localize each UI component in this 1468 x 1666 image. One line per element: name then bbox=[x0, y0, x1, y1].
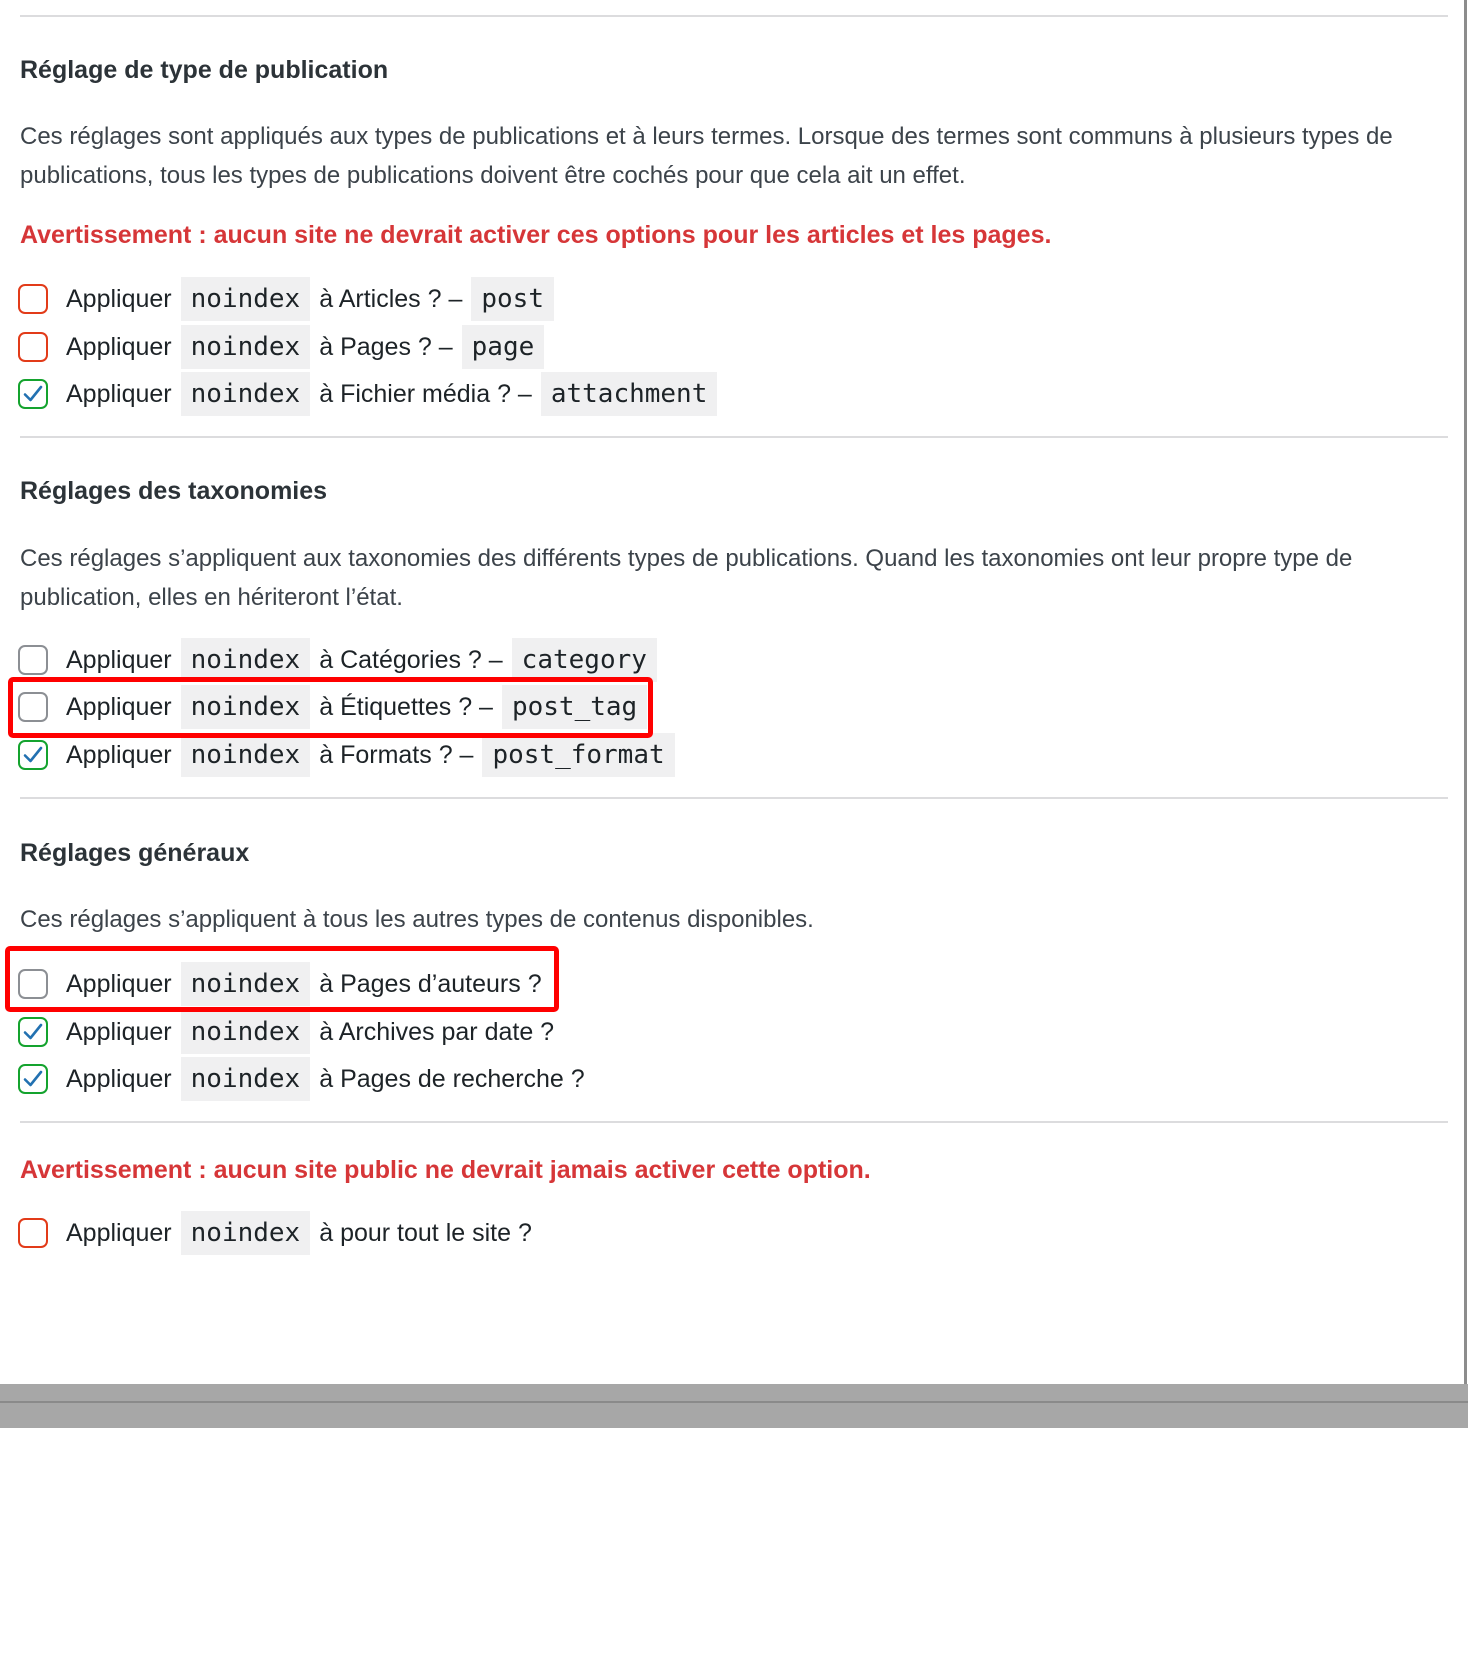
option-noindex-attachment[interactable] bbox=[18, 372, 717, 416]
option-label: à Pages ? – bbox=[319, 332, 453, 361]
section-title-post-types: Réglage de type de publication bbox=[20, 56, 389, 84]
code-noindex: noindex bbox=[181, 1010, 311, 1054]
option-noindex-page[interactable] bbox=[18, 325, 544, 369]
checkbox-noindex-post[interactable] bbox=[18, 284, 48, 314]
option-label: à Pages de recherche ? bbox=[319, 1064, 585, 1093]
code-slug: post bbox=[471, 277, 554, 321]
option-label: à Catégories ? – bbox=[319, 645, 503, 674]
checkbox-noindex-search-pages[interactable] bbox=[18, 1064, 48, 1094]
option-label: à Fichier média ? – bbox=[319, 379, 532, 408]
code-noindex: noindex bbox=[181, 325, 311, 369]
checkmark-icon bbox=[21, 382, 45, 406]
code-slug: page bbox=[462, 325, 545, 369]
option-noindex-author-pages[interactable] bbox=[18, 962, 542, 1006]
code-noindex: noindex bbox=[181, 372, 311, 416]
code-noindex: noindex bbox=[181, 1211, 311, 1255]
option-label: à Formats ? – bbox=[319, 740, 474, 769]
option-label: à Archives par date ? bbox=[319, 1017, 555, 1046]
section-description-post-types: Ces réglages sont appliqués aux types de publications et à leurs termes. Lorsque des termes sont communs à plusieurs types de publications, tous les types de publications doivent être cochés pour que cela ait un effet. bbox=[20, 123, 1393, 189]
code-noindex: noindex bbox=[181, 962, 311, 1006]
option-noindex-whole-site[interactable] bbox=[18, 1211, 532, 1255]
code-slug: post_tag bbox=[502, 685, 647, 729]
option-noindex-post-format[interactable] bbox=[18, 733, 675, 777]
code-noindex: noindex bbox=[181, 277, 311, 321]
section-title-general: Réglages généraux bbox=[20, 839, 250, 867]
checkbox-noindex-post-format[interactable] bbox=[18, 740, 48, 770]
option-prefix: Appliquer bbox=[66, 1218, 172, 1247]
checkbox-noindex-page[interactable] bbox=[18, 332, 48, 362]
checkmark-icon bbox=[21, 743, 45, 767]
option-prefix: Appliquer bbox=[66, 1064, 172, 1093]
code-noindex: noindex bbox=[181, 733, 311, 777]
option-prefix: Appliquer bbox=[66, 645, 172, 674]
option-prefix: Appliquer bbox=[66, 1017, 172, 1046]
code-slug: attachment bbox=[541, 372, 718, 416]
option-prefix: Appliquer bbox=[66, 740, 172, 769]
code-noindex: noindex bbox=[181, 1057, 311, 1101]
checkbox-noindex-whole-site[interactable] bbox=[18, 1218, 48, 1248]
code-slug: category bbox=[512, 638, 657, 682]
divider bbox=[20, 797, 1448, 799]
option-label: à pour tout le site ? bbox=[319, 1218, 532, 1247]
option-label: à Étiquettes ? – bbox=[319, 692, 493, 721]
checkmark-icon bbox=[21, 1020, 45, 1044]
section-description-taxonomies: Ces réglages s’appliquent aux taxonomies des différents types de publications. Quand les taxonomies ont leur propre type de publication, elles en hériteront l’état. bbox=[20, 545, 1353, 611]
checkbox-noindex-category[interactable] bbox=[18, 645, 48, 675]
bottom-bar-line bbox=[0, 1401, 1468, 1403]
code-noindex: noindex bbox=[181, 685, 311, 729]
option-label: à Articles ? – bbox=[319, 284, 463, 313]
option-prefix: Appliquer bbox=[66, 332, 172, 361]
option-prefix: Appliquer bbox=[66, 284, 172, 313]
checkbox-noindex-date-archives[interactable] bbox=[18, 1017, 48, 1047]
divider bbox=[20, 436, 1448, 438]
checkbox-noindex-author-pages[interactable] bbox=[18, 969, 48, 999]
warning-site-wide: Avertissement : aucun site public ne devrait jamais activer cette option. bbox=[20, 1156, 871, 1184]
option-prefix: Appliquer bbox=[66, 969, 172, 998]
section-description-general: Ces réglages s’appliquent à tous les autres types de contenus disponibles. bbox=[20, 906, 814, 933]
option-noindex-post-tag[interactable] bbox=[18, 685, 647, 729]
section-title-taxonomies: Réglages des taxonomies bbox=[20, 477, 328, 505]
checkmark-icon bbox=[21, 1067, 45, 1091]
option-prefix: Appliquer bbox=[66, 379, 172, 408]
divider bbox=[20, 1121, 1448, 1123]
option-noindex-post[interactable] bbox=[18, 277, 554, 321]
option-label: à Pages d’auteurs ? bbox=[319, 969, 542, 998]
code-slug: post_format bbox=[482, 733, 674, 777]
checkbox-noindex-attachment[interactable] bbox=[18, 379, 48, 409]
checkbox-noindex-post-tag[interactable] bbox=[18, 692, 48, 722]
option-noindex-search-pages[interactable] bbox=[18, 1057, 585, 1101]
divider bbox=[20, 15, 1448, 17]
code-noindex: noindex bbox=[181, 638, 311, 682]
option-noindex-category[interactable] bbox=[18, 638, 657, 682]
option-prefix: Appliquer bbox=[66, 692, 172, 721]
warning-post-types: Avertissement : aucun site ne devrait activer ces options pour les articles et les pages. bbox=[20, 221, 1052, 249]
option-noindex-date-archives[interactable] bbox=[18, 1010, 554, 1054]
bottom-bar bbox=[0, 1384, 1468, 1428]
